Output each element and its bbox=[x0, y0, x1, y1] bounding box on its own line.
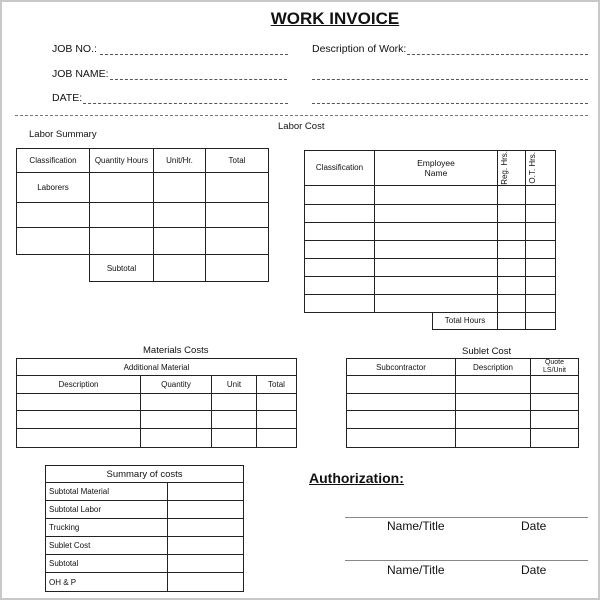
cell[interactable] bbox=[257, 411, 297, 429]
job-name-field[interactable] bbox=[110, 79, 287, 80]
materials-table bbox=[16, 358, 297, 448]
cell[interactable] bbox=[141, 411, 212, 429]
job-no-field[interactable] bbox=[100, 54, 288, 55]
cell[interactable] bbox=[526, 240, 556, 258]
cell[interactable] bbox=[375, 258, 498, 276]
date-label-1: Date bbox=[521, 519, 547, 533]
cell[interactable] bbox=[154, 228, 206, 255]
cell[interactable] bbox=[526, 204, 556, 222]
cell[interactable] bbox=[531, 411, 579, 429]
cell[interactable] bbox=[498, 312, 526, 329]
cell[interactable] bbox=[168, 555, 244, 573]
col-header: Quote LS/Unit bbox=[531, 359, 579, 376]
sublet-table bbox=[346, 358, 579, 448]
cell[interactable] bbox=[375, 222, 498, 240]
cell[interactable] bbox=[375, 240, 498, 258]
labor-summary-table bbox=[16, 148, 269, 282]
job-no-label: JOB NO.: bbox=[52, 43, 97, 55]
cell[interactable] bbox=[531, 429, 579, 448]
cell[interactable] bbox=[305, 276, 375, 294]
col-header: Quantity bbox=[141, 376, 212, 394]
name-title-label-1: Name/Title bbox=[387, 519, 445, 533]
cell[interactable] bbox=[257, 429, 297, 448]
signature-line-2[interactable] bbox=[345, 560, 588, 561]
col-header: Employee Name bbox=[375, 151, 498, 186]
materials-subtitle: Additional Material bbox=[17, 359, 297, 376]
labor-cost-title: Labor Cost bbox=[278, 121, 325, 132]
date-label-2: Date bbox=[521, 563, 547, 577]
cell[interactable] bbox=[498, 222, 526, 240]
cell[interactable] bbox=[456, 376, 531, 394]
col-header: O.T. Hrs. bbox=[528, 152, 537, 184]
cell[interactable] bbox=[17, 203, 90, 228]
subtotal-label: Subtotal bbox=[90, 255, 154, 282]
cell[interactable] bbox=[17, 429, 141, 448]
col-header: Subcontractor bbox=[347, 359, 456, 376]
description-label: Description of Work: bbox=[312, 43, 407, 55]
summary-row-label: Subtotal Material bbox=[46, 483, 168, 501]
summary-row-label: Subtotal Labor bbox=[46, 501, 168, 519]
signature-line-1[interactable] bbox=[345, 517, 588, 518]
col-header: Unit/Hr. bbox=[154, 149, 206, 173]
cell[interactable] bbox=[305, 204, 375, 222]
cell[interactable] bbox=[168, 537, 244, 555]
labor-cost-table bbox=[304, 150, 556, 330]
cell[interactable] bbox=[90, 173, 154, 203]
total-hours-label: Total Hours bbox=[433, 312, 498, 329]
cell[interactable] bbox=[141, 429, 212, 448]
materials-title: Materials Costs bbox=[143, 345, 209, 356]
cell[interactable] bbox=[305, 222, 375, 240]
col-header: Total bbox=[257, 376, 297, 394]
cell[interactable] bbox=[90, 228, 154, 255]
col-header: Quantity Hours bbox=[90, 149, 154, 173]
cell[interactable] bbox=[212, 429, 257, 448]
description-field-2[interactable] bbox=[312, 79, 588, 80]
cell[interactable] bbox=[526, 185, 556, 204]
cell[interactable] bbox=[212, 411, 257, 429]
cell[interactable] bbox=[212, 394, 257, 411]
summary-row-label: Subtotal bbox=[46, 555, 168, 573]
col-header: Reg. Hrs. bbox=[500, 151, 509, 185]
cell[interactable] bbox=[17, 411, 141, 429]
col-header: Classification bbox=[305, 151, 375, 186]
col-header: Description bbox=[17, 376, 141, 394]
cell[interactable] bbox=[154, 173, 206, 203]
sublet-title: Sublet Cost bbox=[462, 346, 512, 357]
cell[interactable] bbox=[375, 276, 498, 294]
cell[interactable] bbox=[498, 276, 526, 294]
cell[interactable] bbox=[154, 203, 206, 228]
cell[interactable] bbox=[498, 185, 526, 204]
cell[interactable] bbox=[375, 294, 498, 312]
col-header: Description bbox=[456, 359, 531, 376]
cell[interactable] bbox=[206, 173, 269, 203]
cell[interactable] bbox=[375, 185, 498, 204]
cell[interactable] bbox=[206, 203, 269, 228]
cell[interactable] bbox=[347, 429, 456, 448]
cell[interactable] bbox=[531, 376, 579, 394]
cell[interactable] bbox=[498, 240, 526, 258]
summary-row-label: Sublet Cost bbox=[46, 537, 168, 555]
cell[interactable] bbox=[90, 203, 154, 228]
cell[interactable] bbox=[305, 240, 375, 258]
cell[interactable] bbox=[305, 258, 375, 276]
cell[interactable] bbox=[168, 483, 244, 501]
cell[interactable] bbox=[154, 255, 206, 282]
cell[interactable] bbox=[498, 204, 526, 222]
col-header: Classification bbox=[17, 149, 90, 173]
cell[interactable] bbox=[526, 222, 556, 240]
page-title: WORK INVOICE bbox=[270, 9, 400, 28]
cell[interactable] bbox=[347, 394, 456, 411]
cell[interactable] bbox=[498, 258, 526, 276]
date-field[interactable] bbox=[83, 103, 288, 104]
name-title-label-2: Name/Title bbox=[387, 563, 445, 577]
cell[interactable] bbox=[375, 204, 498, 222]
job-name-label: JOB NAME: bbox=[52, 68, 109, 80]
cell[interactable] bbox=[526, 276, 556, 294]
divider bbox=[15, 115, 588, 116]
col-header: Unit bbox=[212, 376, 257, 394]
cell[interactable] bbox=[305, 294, 375, 312]
authorization-title: Authorization: bbox=[309, 470, 404, 486]
labor-summary-title: Labor Summary bbox=[29, 129, 97, 140]
cell[interactable] bbox=[168, 519, 244, 537]
summary-row-label: OH & P bbox=[46, 573, 168, 592]
cell[interactable] bbox=[456, 394, 531, 411]
date-label: DATE: bbox=[52, 92, 83, 104]
cell[interactable] bbox=[526, 294, 556, 312]
cell[interactable] bbox=[526, 258, 556, 276]
description-field-3[interactable] bbox=[312, 103, 588, 104]
cell[interactable] bbox=[347, 411, 456, 429]
cell[interactable] bbox=[531, 394, 579, 411]
cell[interactable] bbox=[526, 312, 556, 329]
cell[interactable] bbox=[456, 429, 531, 448]
cell[interactable] bbox=[456, 411, 531, 429]
description-field-1[interactable] bbox=[407, 54, 588, 55]
cell[interactable] bbox=[305, 185, 375, 204]
summary-row-label: Trucking bbox=[46, 519, 168, 537]
cell[interactable] bbox=[347, 376, 456, 394]
summary-table bbox=[45, 465, 244, 592]
cell[interactable] bbox=[17, 228, 90, 255]
cell[interactable] bbox=[168, 573, 244, 592]
summary-title: Summary of costs bbox=[46, 466, 244, 483]
cell[interactable] bbox=[498, 294, 526, 312]
cell[interactable] bbox=[257, 394, 297, 411]
cell[interactable] bbox=[141, 394, 212, 411]
cell[interactable] bbox=[168, 501, 244, 519]
row-label: Laborers bbox=[17, 173, 90, 203]
cell[interactable] bbox=[206, 255, 269, 282]
cell[interactable] bbox=[17, 394, 141, 411]
cell[interactable] bbox=[206, 228, 269, 255]
col-header: Total bbox=[206, 149, 269, 173]
